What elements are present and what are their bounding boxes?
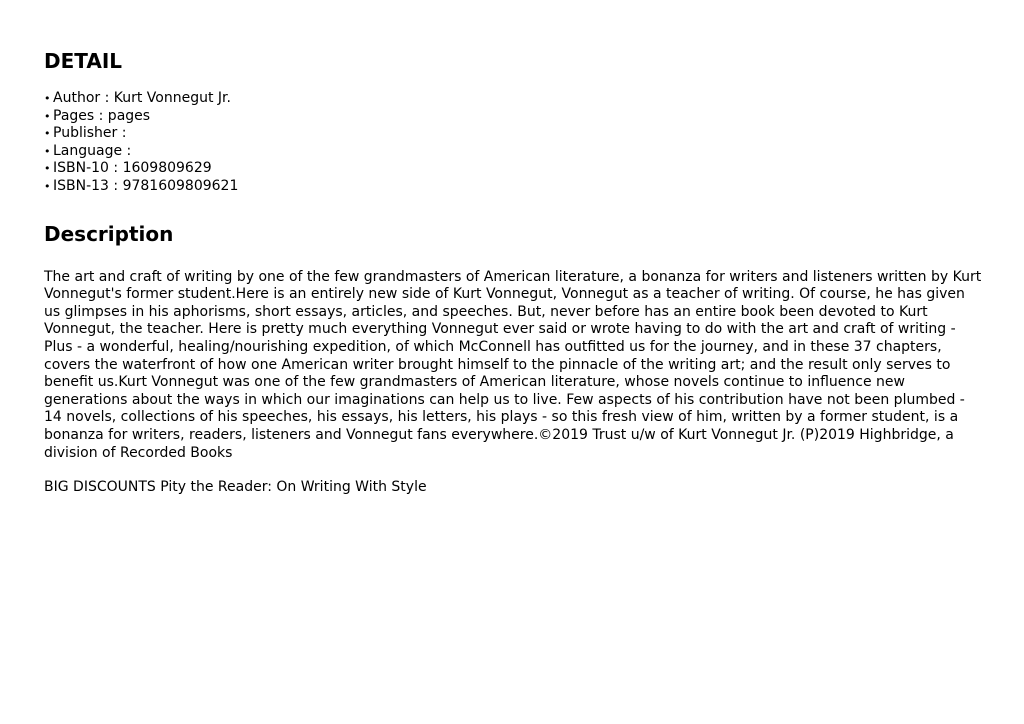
detail-heading: DETAIL	[44, 49, 123, 73]
detail-list	[44, 90, 984, 196]
bullet-icon: •	[44, 92, 51, 105]
detail-item-text: ISBN-13 : 9781609809621	[53, 177, 239, 194]
detail-item-text: Author : Kurt Vonnegut Jr.	[53, 90, 231, 106]
document-page	[44, 48, 984, 497]
detail-item-text: Pages : pages	[53, 107, 151, 124]
description-heading: Description	[44, 221, 174, 246]
detail-item-pages	[44, 108, 984, 126]
detail-item-isbn10	[44, 160, 984, 178]
detail-item-text: Language :	[53, 142, 132, 159]
promo-text: BIG DISCOUNTS Pity the Reader: On Writing With Style	[44, 479, 427, 496]
description-body: The art and craft of writing by one of the few grandmasters of American literature, a bonanza for writers and listeners written by Kurt Vonnegut's former student.Here is an entirely new side of Kurt Vonnegut, Vonnegut as a teacher of writing. Of course, he has given us glimpses in his aphorisms, short essays, articles, and speeches. But, never before has an entire book been devoted to Kurt Vonnegut, the teacher. Here is pretty much everything Vonnegut ever said or wrote having to do with the art and craft of writing - Plus - a wonderful, healing/nourishing expedition, of which McConnell has outfitted us for the journey, and in these 37 chapters, covers the waterfront of how one American writer brought himself to the pinnacle of the writing art; and the result only serves to benefit us.Kurt Vonnegut was one of the few grandmasters of American literature, whose novels continue to influence new generations about the ways in which our imaginations can help us to live. Few aspects of his contribution have not been plumbed - 14 novels, collections of his speeches, his essays, his letters, his plays - so this fresh view of him, written by a former student, is a bonanza for writers, readers, listeners and Vonnegut fans everywhere.©2019 Trust u/w of Kurt Vonnegut Jr. (P)2019 Highbridge, a division of Recorded Books	[44, 268, 982, 461]
detail-item-publisher	[44, 125, 984, 143]
bullet-icon: •	[44, 162, 51, 176]
detail-item-author	[44, 90, 984, 108]
detail-item-text: Publisher :	[53, 125, 127, 142]
bullet-icon: •	[44, 179, 51, 193]
detail-item-isbn13	[44, 178, 984, 196]
detail-item-text: ISBN-10 : 1609809629	[53, 160, 212, 177]
bullet-icon: •	[44, 109, 51, 123]
bullet-icon: •	[44, 144, 51, 158]
bullet-icon: •	[44, 127, 51, 141]
detail-item-language	[44, 143, 984, 161]
